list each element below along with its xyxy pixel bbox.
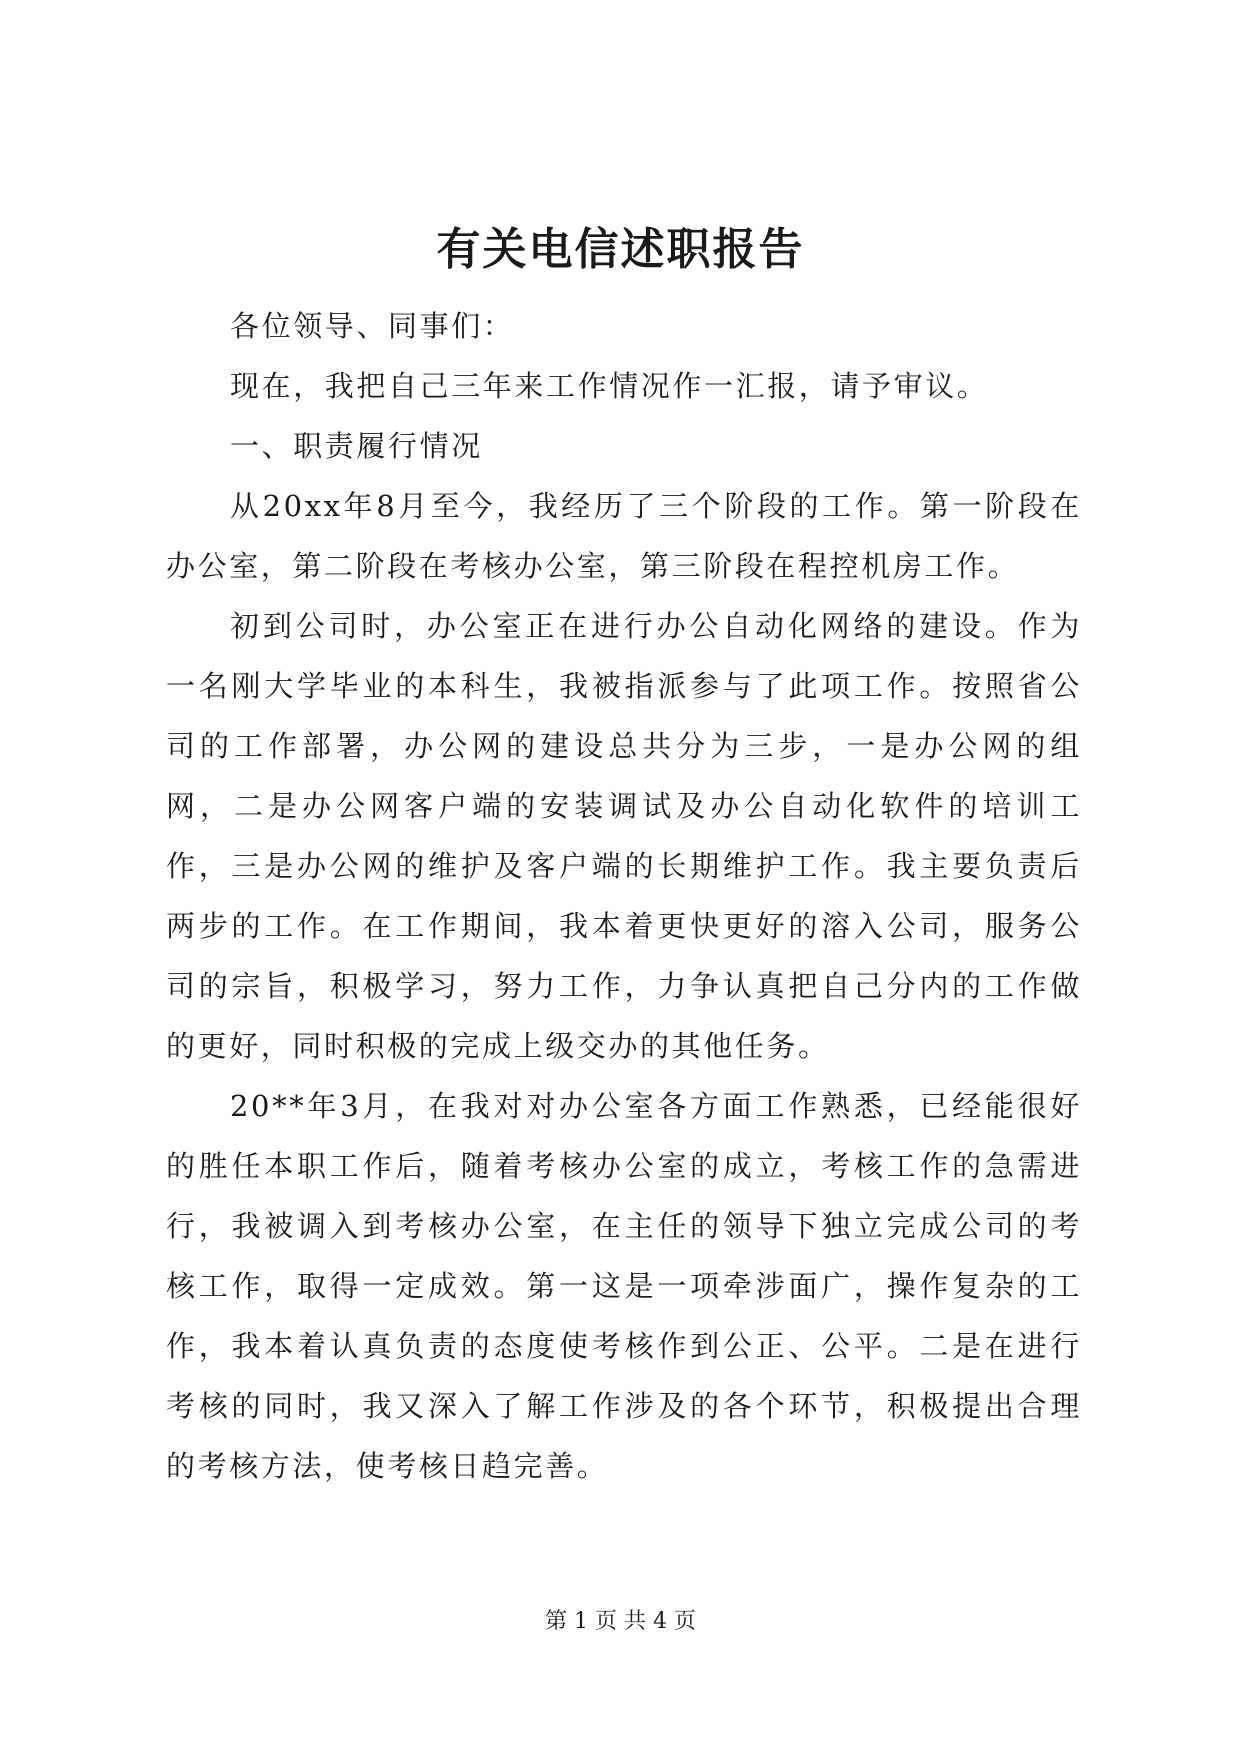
document-body: [166, 296, 1082, 1496]
section-heading: 一、职责履行情况: [230, 429, 483, 463]
paragraph-office-work: 初到公司时，办公室正在进行办公自动化网络的建设。作为一名刚大学毕业的本科生，我被指派参与了此项工作。按照省公司的工作部署，办公网的建设总共分为三步，一是办公网的组网，二是办公网客户端的安装调试及办公自动化软件的培训工作，三是办公网的维护及客户端的长期维护工作。我主要负责后两步的工作。在工作期间，我本着更快更好的溶入公司，服务公司的宗旨，积极学习，努力工作，力争认真把自己分内的工作做的更好，同时积极的完成上级交办的其他任务。: [166, 609, 1082, 1063]
paragraph-salutation: 各位领导、同事们：: [230, 309, 515, 343]
paragraph-stages: 从20xx年8月至今，我经历了三个阶段的工作。第一阶段在办公室，第二阶段在考核办公室，第三阶段在程控机房工作。: [166, 489, 1082, 583]
paragraph-intro: 现在，我把自己三年来工作情况作一汇报，请予审议。: [230, 369, 989, 403]
document-title: 有关电信述职报告: [436, 224, 805, 275]
page-number-footer: 第 1 页 共 4 页: [545, 1609, 696, 1634]
paragraph-assessment-work: 20**年3月，在我对对办公室各方面工作熟悉，已经能很好的胜任本职工作后，随着考核办公室的成立，考核工作的急需进行，我被调入到考核办公室，在主任的领导下独立完成公司的考核工作，取得一定成效。第一这是一项牵涉面广，操作复杂的工作，我本着认真负责的态度使考核作到公正、公平。二是在进行考核的同时，我又深入了解工作涉及的各个环节，积极提出合理的考核方法，使考核日趋完善。: [166, 1089, 1082, 1483]
